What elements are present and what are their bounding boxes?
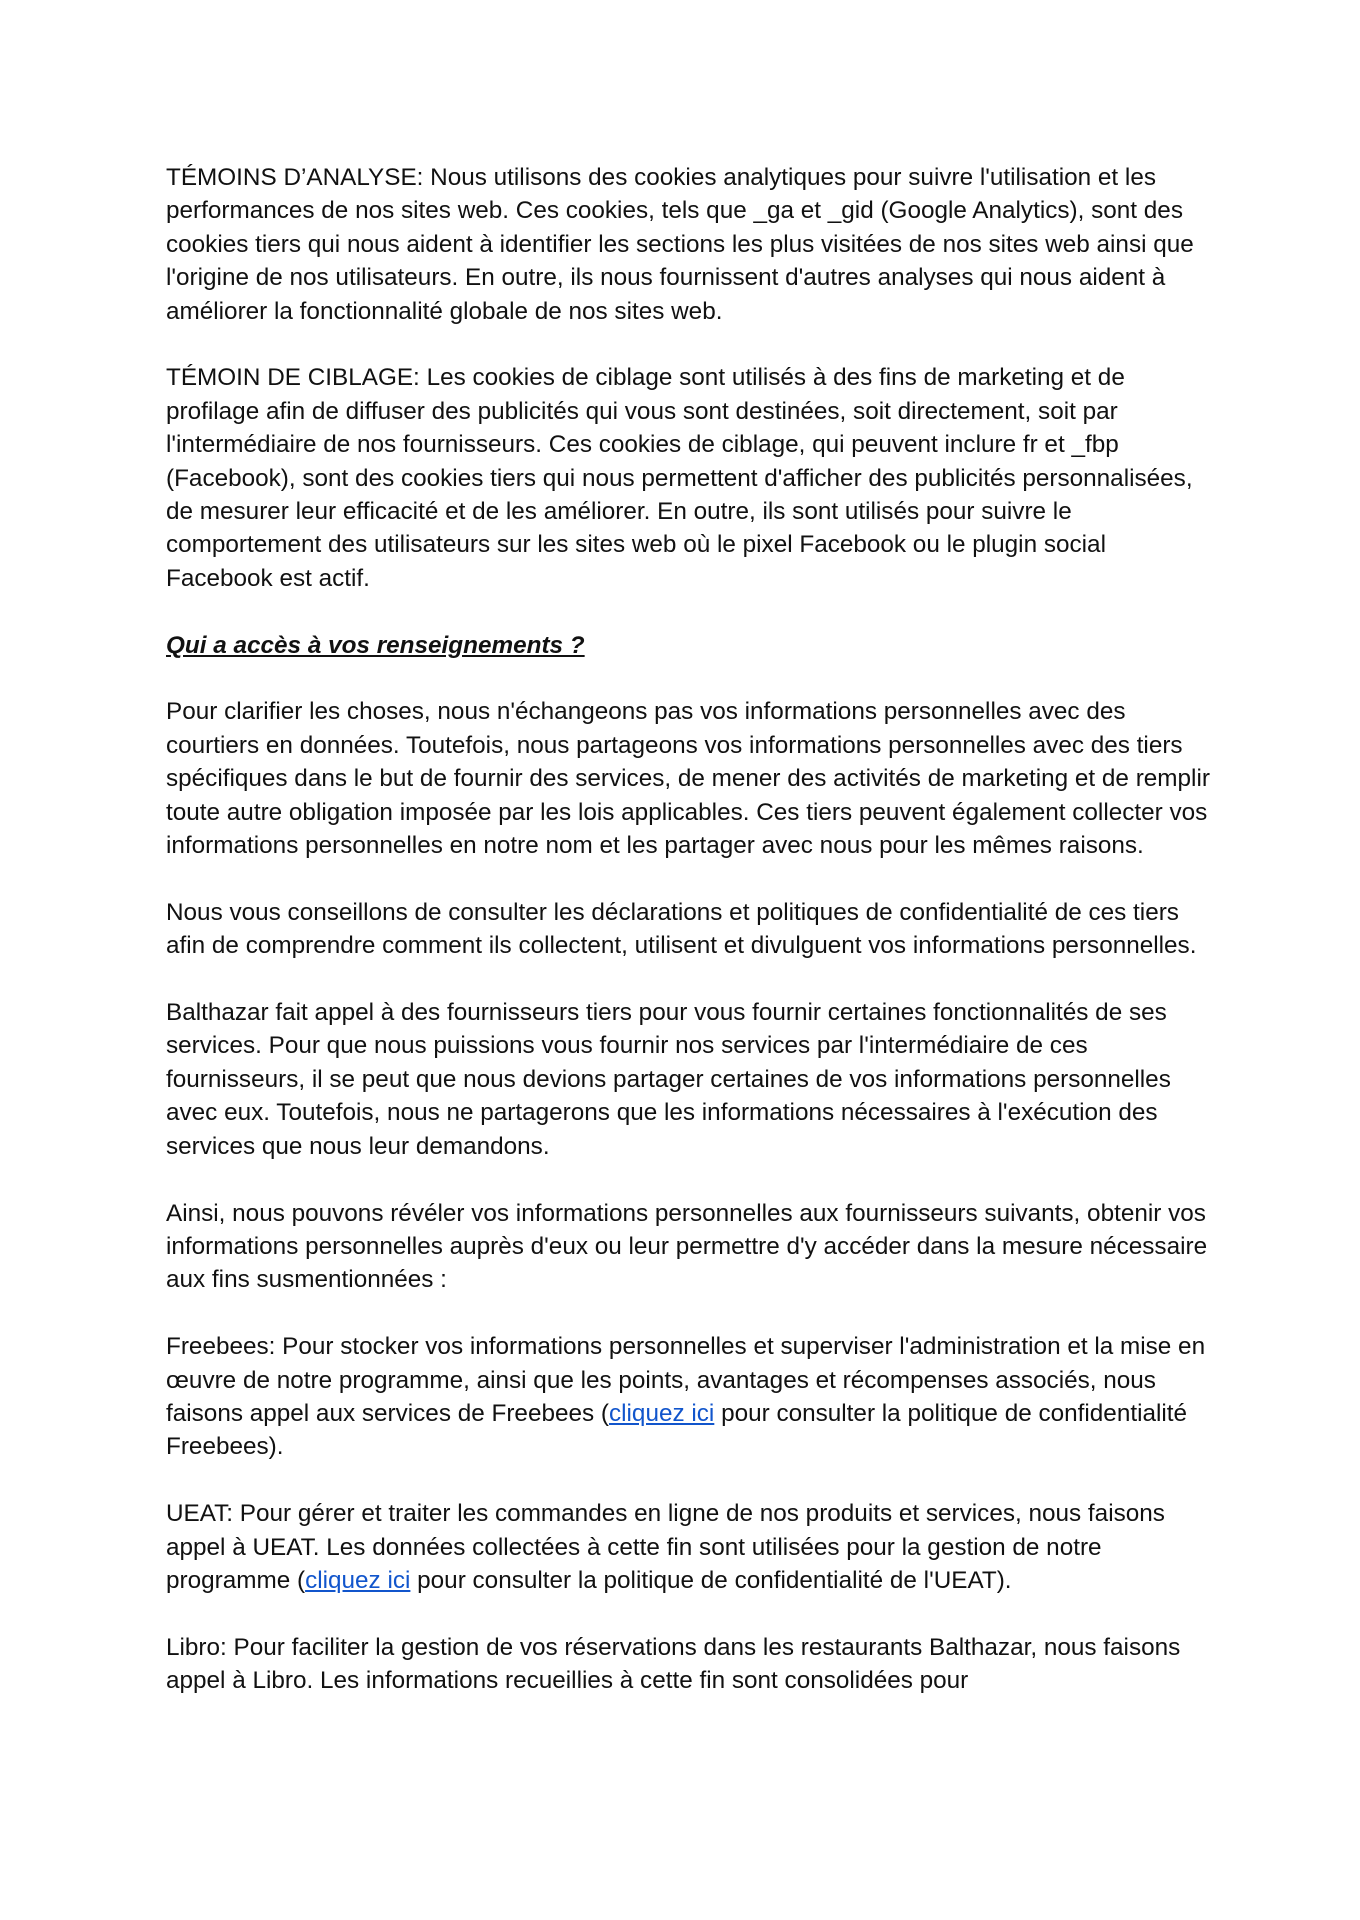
ueat-text-after: pour consulter la politique de confidentialité de l'UEAT). — [410, 1566, 1012, 1594]
paragraph-advise: Nous vous conseillons de consulter les déclarations et politiques de confidentialité de ces tiers afin de comprendre comment ils collectent, utilisent et divulguent vos informations personnelles. — [166, 898, 1197, 960]
paragraph-analytics-cookies: TÉMOINS D’ANALYSE: Nous utilisons des cookies analytiques pour suivre l'utilisation et les performances de nos sites web. Ces cookies, tels que _ga et _gid (Google Analytics), sont des cookies tiers qui nous aident à identifier les sections les plus visitées de nos sites web ainsi que l'origine de nos utilisateurs. En outre, ils nous fournissent d'autres analyses qui nous aident à améliorer la fonctionnalité globale de nos sites web. — [166, 164, 1194, 325]
paragraph-providers-list-intro: Ainsi, nous pouvons révéler vos informations personnelles aux fournisseurs suivants, obtenir vos informations personnelles auprès d'eux ou leur permettre d'y accéder dans la mesure nécessaire aux fins susmentionnées : — [166, 1199, 1208, 1294]
freebees-privacy-link[interactable]: cliquez ici — [608, 1399, 715, 1427]
document-body — [166, 161, 1216, 1731]
freebees-text-after: pour consulter la politique de confidentialité Freebees). — [166, 1399, 1188, 1461]
paragraph-freebees — [166, 1330, 1216, 1464]
paragraph-balthazar-providers: Balthazar fait appel à des fournisseurs tiers pour vous fournir certaines fonctionnalités de ses services. Pour que nous puissions vous fournir nos services par l'intermédiaire de ces fournisseurs, il se peut que nous devions partager certaines de vos informations personnelles avec eux. Toutefois, nous ne partagerons que les informations nécessaires à l'exécution des services que nous leur demandons. — [166, 999, 1171, 1160]
ueat-privacy-link[interactable]: cliquez ici — [305, 1566, 411, 1594]
freebees-text-before: Freebees: Pour stocker vos informations personnelles et superviser l'administration et la mise en œuvre de notre programme, ainsi que les points, avantages et récompenses associés, nous faisons appel aux services de Freebees ( — [166, 1333, 1206, 1427]
paragraph-clarify: Pour clarifier les choses, nous n'échangeons pas vos informations personnelles avec des courtiers en données. Toutefois, nous partageons vos informations personnelles avec des tiers spécifiques dans le but de fournir des services, de mener des activités de marketing et de remplir toute autre obligation imposée par les lois applicables. Ces tiers peuvent également collecter vos informations personnelles en notre nom et les partager avec nous pour les mêmes raisons. — [166, 698, 1210, 860]
ueat-text-before: UEAT: Pour gérer et traiter les commandes en ligne de nos produits et services, nous faisons appel à UEAT. Les données collectées à cette fin sont utilisées pour la gestion de notre programme ( — [166, 1500, 1165, 1594]
section-heading: Qui a accès à vos renseignements ? — [166, 631, 585, 659]
paragraph-libro: Libro: Pour faciliter la gestion de vos réservations dans les restaurants Balthazar, nous faisons appel à Libro. Les informations recueillies à cette fin sont consolidées pour — [166, 1633, 1181, 1695]
paragraph-ueat — [166, 1497, 1216, 1597]
paragraph-targeting-cookies: TÉMOIN DE CIBLAGE: Les cookies de ciblage sont utilisés à des fins de marketing et de profilage afin de diffuser des publicités qui vous sont destinées, soit directement, soit par l'intermédiaire de nos fournisseurs. Ces cookies de ciblage, qui peuvent inclure fr et _fbp (Facebook), sont des cookies tiers qui nous permettent d'afficher des publicités personnalisées, de mesurer leur efficacité et de les améliorer. En outre, ils sont utilisés pour suivre le comportement des utilisateurs sur les sites web où le pixel Facebook ou le plugin social Facebook est actif. — [166, 364, 1193, 592]
